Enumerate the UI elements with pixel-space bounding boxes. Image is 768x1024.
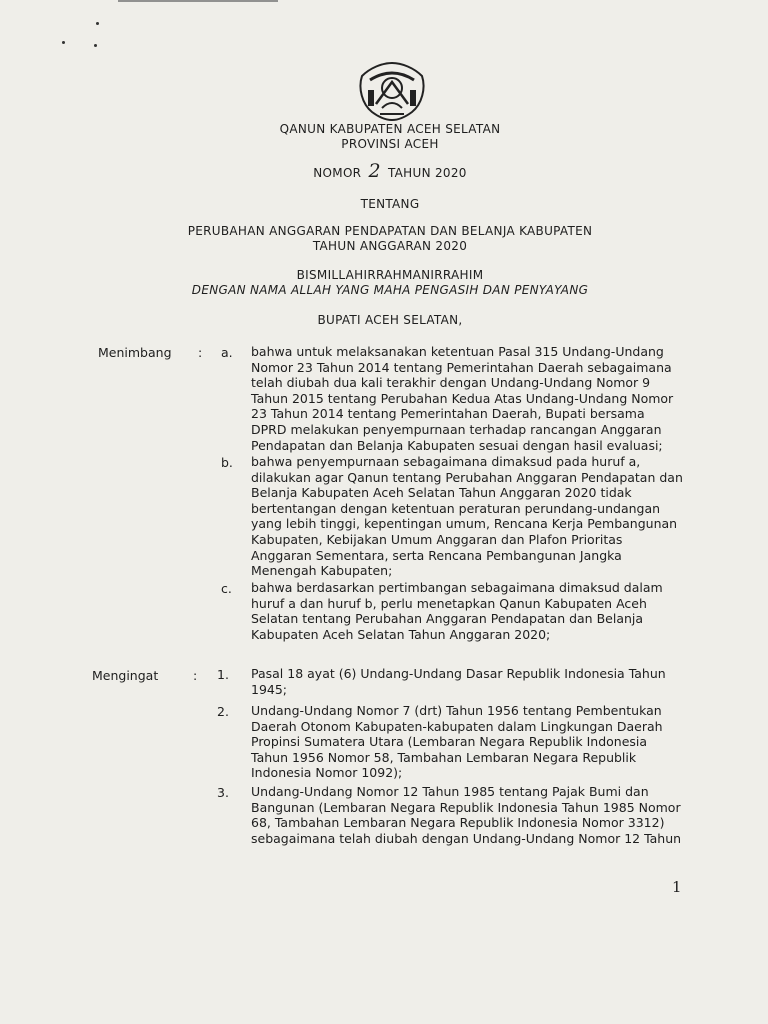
regency-crest-icon: [356, 60, 428, 122]
mengingat-marker-1: 1.: [217, 667, 229, 682]
mengingat-marker-3: 3.: [217, 785, 229, 800]
invocation: DENGAN NAMA ALLAH YANG MAHA PENGASIH DAN PENYAYANG: [191, 283, 589, 297]
subject-line-2: TAHUN ANGGARAN 2020: [312, 239, 468, 253]
tentang-heading: TENTANG: [360, 197, 420, 211]
mengingat-item-2: Undang-Undang Nomor 7 (drt) Tahun 1956 tentang Pembentukan Daerah Otonom Kabupaten-kabupaten dalam Lingkungan Daerah Propinsi Sumatera Utara (Lembaran Negara Republik Indonesia Tahun 1956 Nomor 58, Tambahan Lembaran Negara Republik Indonesia Nomor 1092);: [251, 703, 663, 781]
mengingat-item-3: Undang-Undang Nomor 12 Tahun 1985 tentang Pajak Bumi dan Bangunan (Lembaran Negara Republik Indonesia Tahun 1985 Nomor 68, Tambahan Lembaran Negara Republik Indonesia Nomor 3312) sebagaimana telah diubah dengan Undang-Undang Nomor 12 Tahun: [251, 784, 682, 846]
menimbang-label: Menimbang: [98, 345, 172, 360]
document-number: [160, 160, 620, 182]
nomor-prefix: NOMOR: [313, 166, 362, 180]
title-line-1: QANUN KABUPATEN ACEH SELATAN: [279, 122, 501, 136]
menimbang-marker-a: a.: [221, 345, 233, 360]
mengingat-colon: :: [193, 668, 198, 683]
page-number: 1: [672, 878, 682, 896]
menimbang-item-b: bahwa penyempurnaan sebagaimana dimaksud pada huruf a, dilakukan agar Qanun tentang Perubahan Anggaran Pendapatan dan Belanja Kabupaten Aceh Selatan Tahun Anggaran 2020 tidak bertentangan dengan ketentuan peraturan perundang-undangan yang lebih tinggi, kepentingan umum, Rencana Kerja Pembangunan Kabupaten, Kebijakan Umum Anggaran dan Plafon Prioritas Anggaran Sementara, serta Rencana Pembangunan Jangka Menengah Kabupaten;: [251, 454, 683, 579]
document-subject: [160, 224, 620, 254]
invocation-block: [160, 268, 620, 298]
menimbang-item-c: bahwa berdasarkan pertimbangan sebagaimana dimaksud dalam huruf a dan huruf b, perlu menetapkan Qanun Kabupaten Aceh Selatan tentang Perubahan Anggaran Pendapatan dan Belanja Kabupaten Aceh Selatan Tahun Anggaran 2020;: [251, 580, 663, 642]
subject-line-1: PERUBAHAN ANGGARAN PENDAPATAN DAN BELANJA KABUPATEN: [187, 224, 593, 238]
bismillah: BISMILLAHIRRAHMANIRRAHIM: [296, 268, 484, 282]
authority-line: BUPATI ACEH SELATAN,: [317, 313, 463, 327]
title-line-2: PROVINSI ACEH: [341, 137, 439, 151]
mengingat-marker-2: 2.: [217, 704, 229, 719]
menimbang-item-a: bahwa untuk melaksanakan ketentuan Pasal 315 Undang-Undang Nomor 23 Tahun 2014 tentang Pemerintahan Daerah sebagaimana telah diubah dua kali terakhir dengan Undang-Undang Nomor 9 Tahun 2015 tentang Perubahan Kedua Atas Undang-Undang Nomor 23 Tahun 2014 tentang Pemerintahan Daerah, Bupati bersama DPRD melakukan penyempurnaan terhadap rancangan Anggaran Pendapatan dan Belanja Kabupaten sesuai dengan hasil evaluasi;: [251, 344, 674, 453]
mengingat-label: Mengingat: [92, 668, 159, 683]
scan-artifact-line: [118, 0, 278, 2]
menimbang-colon: :: [198, 345, 203, 360]
document-title: [160, 122, 620, 152]
scan-speck: [94, 44, 97, 47]
menimbang-marker-b: b.: [221, 455, 233, 470]
nomor-suffix: TAHUN 2020: [387, 166, 467, 180]
menimbang-marker-c: c.: [221, 581, 232, 596]
mengingat-item-1: Pasal 18 ayat (6) Undang-Undang Dasar Republik Indonesia Tahun 1945;: [251, 666, 666, 697]
scan-speck: [96, 22, 99, 25]
scan-speck: [62, 41, 65, 44]
nomor-value: 2: [368, 160, 381, 182]
